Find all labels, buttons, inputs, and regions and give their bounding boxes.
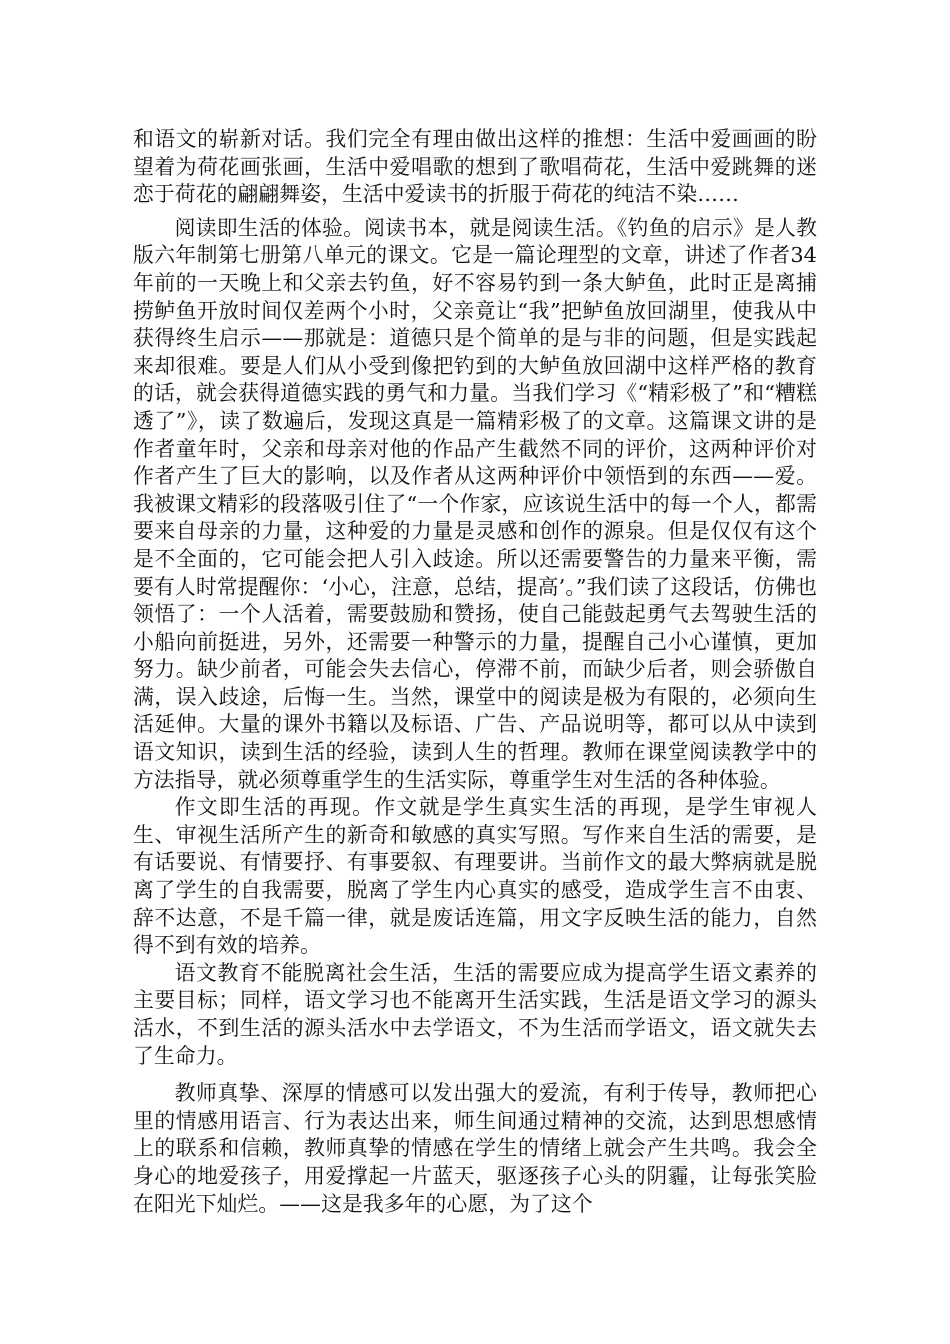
paragraph-writing: 作文即生活的再现。作文就是学生真实生活的再现，是学生审视人生、审视生活所产生的新奇和敏感的真实写照。写作来自生活的需要，是有话要说、有情要抒、有事要叙、有理要讲。当前作文的最大弊病就是脱离了学生的自我需要，脱离了学生内心真实的感受，造成学生言不由衷、辞不达意，不是千篇一律，就是废话连篇，用文字反映生活的能力，自然得不到有效的培养。 xyxy=(133,795,817,958)
paragraph-reading: 阅读即生活的体验。阅读书本，就是阅读生活。《钓鱼的启示》是人教版六年制第七册第八单元的课文。它是一篇论理型的文章，讲述了作者34年前的一天晚上和父亲去钓鱼，好不容易钓到一条大鲈鱼，此时正是离捕捞鲈鱼开放时间仅差两个小时，父亲竟让“我”把鲈鱼放回湖里，使我从中获得终生启示——那就是：道德只是个简单的是与非的问题，但是实践起来却很难。要是人们从小受到像把钓到的大鲈鱼放回湖中这样严格的教育的话，就会获得道德实践的勇气和力量。当我们学习《“精彩极了”和“糟糕透了”》，读了数遍后，发现这真是一篇精彩极了的文章。这篇课文讲的是作者童年时，父亲和母亲对他的作品产生截然不同的评价，这两种评价对作者产生了巨大的影响，以及作者从这两种评价中领悟到的东西——爱。我被课文精彩的段落吸引住了“一个作家，应该说生活中的每一个人，都需要来自母亲的力量，这种爱的力量是灵感和创作的源泉。但是仅仅有这个是不全面的，它可能会把人引入歧途。所以还需要警告的力量来平衡，需要有人时常提醒你：‘小心，注意，总结，提高’。”我们读了这段话，仿佛也领悟了：一个人活着，需要鼓励和赞扬，使自己能鼓起勇气去驾驶生活的小船向前挺进，另外，还需要一种警示的力量，提醒自己小心谨慎，更加努力。缺少前者，可能会失去信心，停滞不前，而缺少后者，则会骄傲自满，误入歧途，后悔一生。当然，课堂中的阅读是极为有限的，必须向生活延伸。大量的课外书籍以及标语、广告、产品说明等，都可以从中读到语文知识，读到生活的经验，读到人生的哲理。教师在课堂阅读教学中的方法指导，就必须尊重学生的生活实际，尊重学生对生活的各种体验。 xyxy=(133,215,817,792)
document-body xyxy=(133,126,817,1218)
paragraph-teacher-emotion: 教师真挚、深厚的情感可以发出强大的爱流，有利于传导，教师把心里的情感用语言、行为表达出来，师生间通过精神的交流，达到思想感情上的联系和信赖，教师真挚的情感在学生的情绪上就会产生共鸣。我会全身心的地爱孩子，用爱撑起一片蓝天，驱逐孩子心头的阴霾，让每张笑脸在阳光下灿烂。——这是我多年的心愿，为了这个 xyxy=(133,1081,817,1216)
paragraph-education: 语文教育不能脱离社会生活，生活的需要应成为提高学生语文素养的主要目标；同样，语文学习也不能离开生活实践，生活是语文学习的源头活水，不到生活的源头活水中去学语文，不为生活而学语文，语文就失去了生命力。 xyxy=(133,960,817,1068)
paragraph-continuation: 和语文的崭新对话。我们完全有理由做出这样的推想：生活中爱画画的盼望着为荷花画张画，生活中爱唱歌的想到了歌唱荷花，生活中爱跳舞的迷恋于荷花的翩翩舞姿，生活中爱读书的折服于荷花的纯洁不染…… xyxy=(133,127,817,207)
